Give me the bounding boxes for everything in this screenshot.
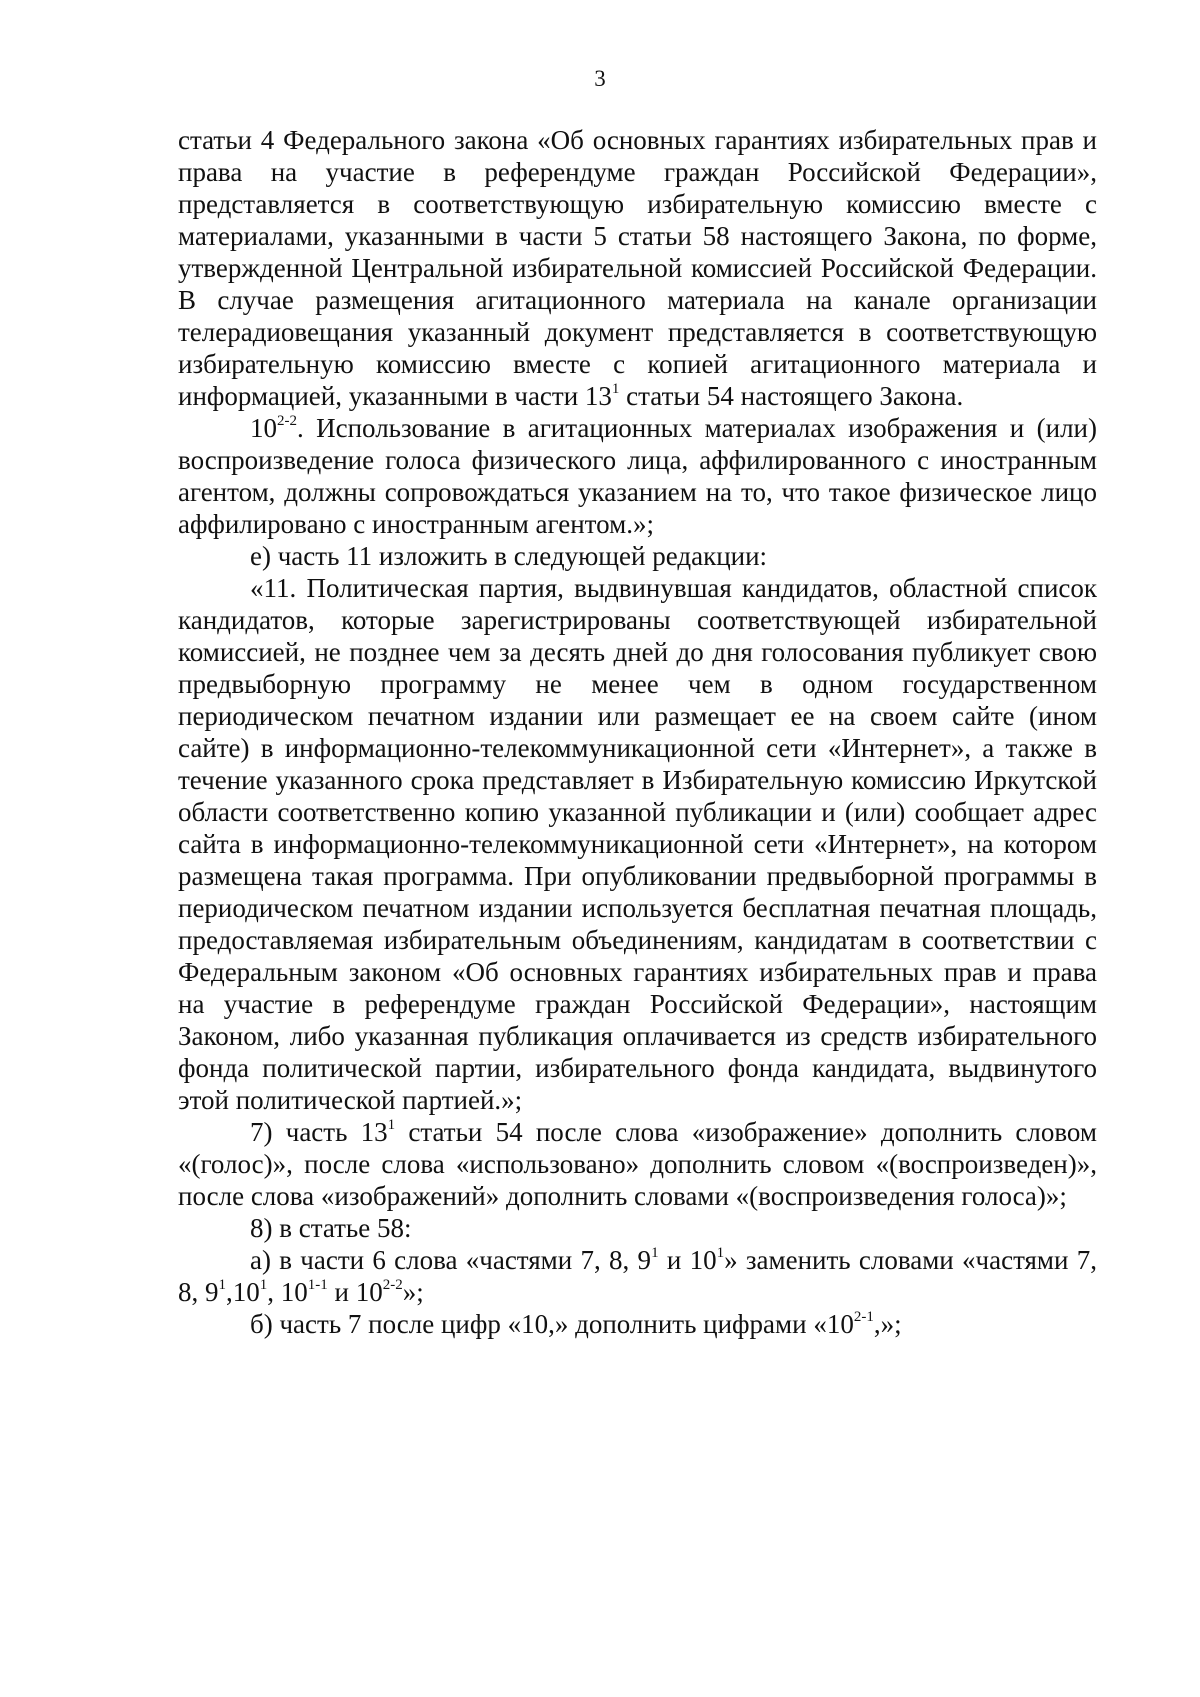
paragraph bbox=[178, 1244, 1097, 1308]
superscript-text: 1 bbox=[716, 1245, 725, 1261]
paragraph-text: статьи 54 настоящего Закона. bbox=[619, 381, 964, 411]
paragraph-text: статьи 4 Федерального закона «Об основных гарантиях избирательных прав и права на участие в референдуме граждан Российской Федерации», представляется в соответствующую избирательную комиссию вместе с материалами, указанными в части 5 статьи 58 настоящего Закона, по форме, утвержденной Центральной избирательной комиссией Российской Федерации. В случае размещения агитационного материала на канале организации телерадиовещания указанный документ представляется в соответствующую избирательную комиссию вместе с копией агитационного материала и информацией, указанными в части 13 bbox=[178, 125, 1097, 411]
paragraph bbox=[178, 572, 1097, 1116]
paragraph-text: 7) часть 13 bbox=[250, 1117, 388, 1147]
paragraph bbox=[178, 1308, 1097, 1340]
paragraph bbox=[178, 540, 1097, 572]
paragraph-text: ,10 bbox=[226, 1277, 260, 1307]
document-body bbox=[178, 124, 1097, 1340]
paragraph-text: и 10 bbox=[327, 1277, 383, 1307]
superscript-text: 2-1 bbox=[853, 1309, 874, 1325]
superscript-text: 2-2 bbox=[277, 413, 297, 429]
superscript-text: 1-1 bbox=[307, 1277, 328, 1293]
paragraph-text: б) часть 7 после цифр «10,» дополнить цифрами «10 bbox=[250, 1309, 854, 1339]
superscript-text: 2-2 bbox=[382, 1277, 403, 1293]
superscript-text: 1 bbox=[651, 1245, 659, 1261]
paragraph bbox=[178, 124, 1097, 412]
paragraph-text: е) часть 11 изложить в следующей редакции: bbox=[250, 541, 768, 571]
page-number: 3 bbox=[594, 66, 606, 91]
paragraph-text: «11. Политическая партия, выдвинувшая кандидатов, областной список кандидатов, которые зарегистрированы соответствующей избирательной комиссией, не позднее чем за десять дней до дня голосования публикует свою предвыборную программу не менее чем в одном государственном периодическом печатном издании или размещает ее на своем сайте (ином сайте) в информационно-телекоммуникационной сети «Интернет», а также в течение указанного срока представляет в Избирательную комиссию Иркутской области соответственно копию указанной публикации и (или) сообщает адрес сайта в информационно-телекоммуникационной сети «Интернет», на котором размещена такая программа. При опубликовании предвыборной программы в периодическом печатном издании используется бесплатная печатная площадь, предоставляемая избирательным объединениям, кандидатам в соответствии с Федеральным законом «Об основных гарантиях избирательных прав и права на участие в референдуме граждан Российской Федерации», настоящим Законом, либо указанная публикация оплачивается из средств избирательного фонда политической партии, избирательного фонда кандидата, выдвинутого этой политической партией.»; bbox=[178, 573, 1097, 1115]
paragraph-text: ,»; bbox=[873, 1309, 902, 1339]
paragraph-text: 8) в статье 58: bbox=[250, 1213, 412, 1243]
paragraph-text: » заменить словами «частями 7, 8, 9 bbox=[178, 1245, 1097, 1307]
superscript-text: 1 bbox=[387, 1117, 396, 1133]
paragraph-text: »; bbox=[402, 1277, 424, 1307]
paragraph bbox=[178, 412, 1097, 540]
superscript-text: 1 bbox=[218, 1277, 226, 1293]
paragraph-text: а) в части 6 слова «частями 7, 8, 9 bbox=[250, 1245, 652, 1275]
paragraph-text: статьи 54 после слова «изображение» дополнить словом «(голос)», после слова «использовано» дополнить словом «(воспроизведен)», после слова «изображений» дополнить словами «(воспроизведения голоса)»; bbox=[178, 1117, 1098, 1211]
paragraph bbox=[178, 1116, 1097, 1212]
superscript-text: 1 bbox=[611, 381, 620, 397]
paragraph-text: 10 bbox=[250, 413, 277, 443]
paragraph-text: . Использование в агитационных материалах изображения и (или) воспроизведение голоса физического лица, аффилированного с иностранным агентом, должны сопровождаться указанием на то, что такое физическое лицо аффилировано с иностранным агентом.»; bbox=[178, 413, 1097, 539]
paragraph-text: , 10 bbox=[267, 1277, 308, 1307]
paragraph bbox=[178, 1212, 1097, 1244]
paragraph-text: и 10 bbox=[658, 1245, 717, 1275]
superscript-text: 1 bbox=[259, 1277, 268, 1293]
